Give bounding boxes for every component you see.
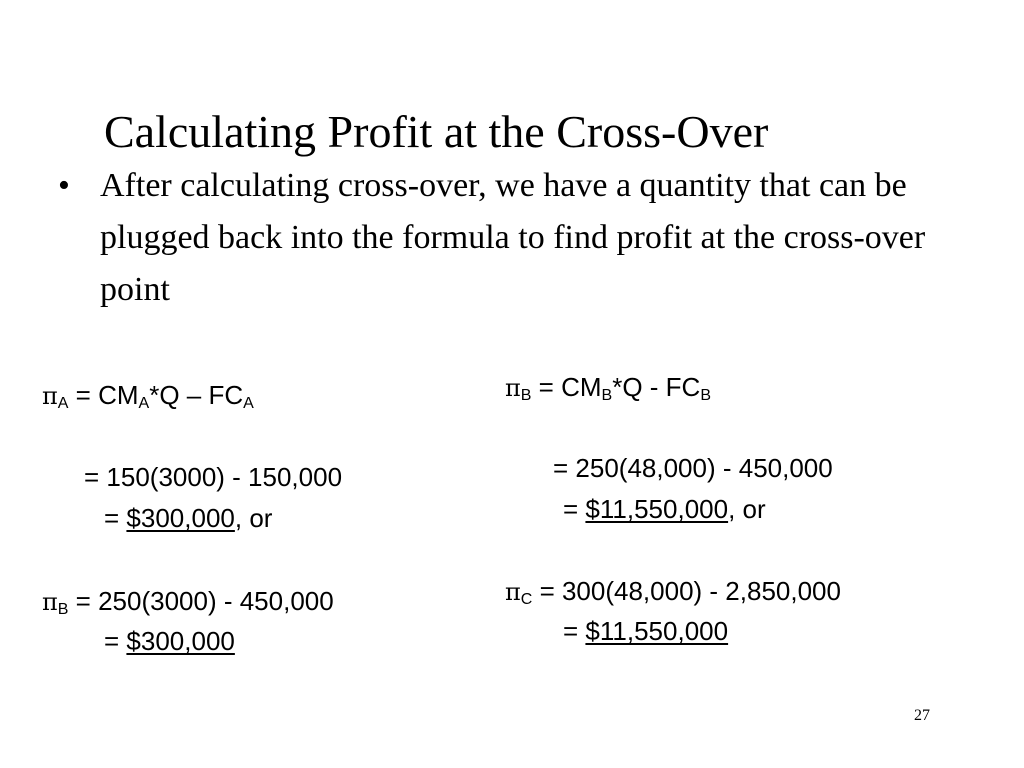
profit-value: $11,550,000 [585, 494, 729, 524]
formula-text: *Q - FC [612, 372, 701, 402]
subscript: A [57, 395, 69, 412]
right-formula-line [505, 372, 711, 403]
left-formula-b-line [42, 586, 334, 617]
subscript: C [520, 591, 533, 608]
bullet-text: After calculating cross-over, we have a quantity that can be plugged back into the formula to find profit at the cross-over point [100, 167, 926, 308]
equals-text: = [104, 626, 127, 656]
formula-text: *Q – FC [149, 380, 244, 410]
left-formula-line [42, 380, 254, 411]
subscript: B [520, 387, 532, 404]
pi-symbol: π [42, 382, 58, 410]
slide-title: Calculating Profit at the Cross-Over [104, 106, 769, 157]
subscript: A [138, 395, 150, 412]
equals-text: = [563, 616, 586, 646]
formula-text: = 300(48,000) - 2,850,000 [532, 576, 841, 606]
subscript: A [243, 395, 254, 412]
left-result-b-line [104, 626, 235, 656]
profit-value: $300,000 [126, 626, 235, 656]
subscript: B [700, 387, 711, 404]
pi-symbol: π [505, 578, 521, 606]
subscript: B [57, 601, 69, 618]
left-result-line [104, 503, 272, 533]
profit-value: $11,550,000 [585, 616, 729, 646]
bullet-marker: • [58, 167, 70, 204]
right-formula-c-line [505, 576, 841, 607]
tail-text: , or [234, 503, 273, 533]
formula-text: = CM [68, 380, 139, 410]
right-result-line [563, 494, 766, 524]
pi-symbol: π [42, 588, 58, 616]
pi-symbol: π [505, 374, 521, 402]
page-number: 27 [914, 707, 930, 724]
right-calc-line: = 250(48,000) - 450,000 [553, 453, 833, 483]
formula-text: = 250(3000) - 450,000 [68, 586, 334, 616]
profit-value: $300,000 [126, 503, 235, 533]
left-calc-line: = 150(3000) - 150,000 [84, 462, 343, 492]
formula-text: = CM [531, 372, 602, 402]
subscript: B [601, 387, 613, 404]
equals-text: = [563, 494, 586, 524]
right-result-c-line [563, 616, 728, 646]
tail-text: , or [728, 494, 766, 524]
equals-text: = [104, 503, 127, 533]
